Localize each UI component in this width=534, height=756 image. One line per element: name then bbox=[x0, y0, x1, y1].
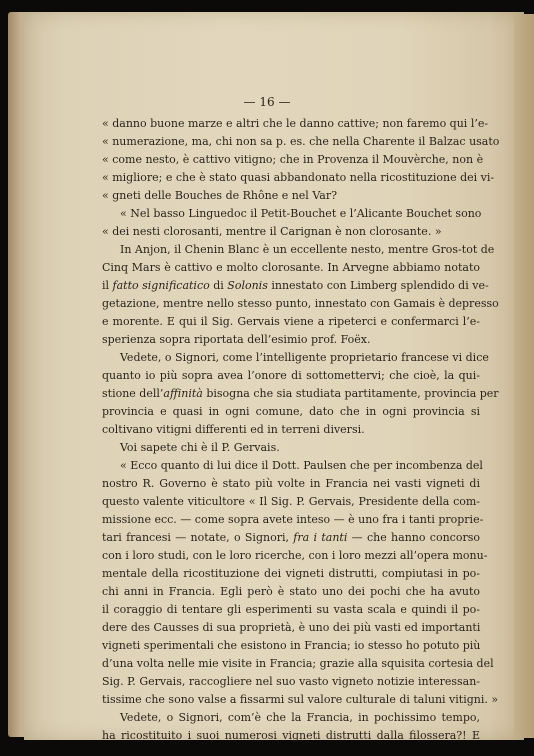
page-number: — 16 — bbox=[243, 95, 291, 109]
text-fragment: innestato con Limberg splendido di ve- bbox=[267, 279, 489, 292]
text-line: d’una volta nelle mie visite in Francia; grazie alla squisita cortesia del bbox=[102, 657, 494, 670]
text-line: missione ecc. — come sopra avete inteso — è uno fra i tanti proprie- bbox=[102, 513, 484, 526]
text-line: questo valente viticultore « Il Sig. P. Gervais, Presidente della com- bbox=[102, 495, 480, 508]
italic-phrase: fatto significatico bbox=[112, 279, 210, 292]
italic-phrase: Solonis bbox=[227, 279, 268, 292]
text-line: « Nel basso Linguedoc il Petit-Bouchet e l’Alicante Bouchet sono bbox=[120, 207, 482, 220]
text-line: Vedete, o Signori, come l’intelligente proprietario francese vi dice bbox=[120, 351, 489, 364]
text-line: « Ecco quanto di lui dice il Dott. Paulsen che per incombenza del bbox=[120, 459, 483, 472]
text-fragment: di bbox=[209, 279, 228, 292]
text-line: vigneti sperimentali che esistono in Francia; io stesso ho potuto più bbox=[102, 639, 481, 652]
text-line: Voi sapete chi è il P. Gervais. bbox=[120, 441, 280, 454]
text-line: provincia e quasi in ogni comune, dato che in ogni provincia si bbox=[102, 405, 480, 418]
text-line: « gneti delle Bouches de Rhône e nel Var? bbox=[102, 189, 337, 202]
text-fragment: il bbox=[102, 279, 113, 292]
text-line: In Anjon, il Chenin Blanc è un eccellente nesto, mentre Gros-tot de bbox=[120, 243, 495, 256]
text-fragment: bisogna che sia studiata partitamente, provincia per bbox=[202, 387, 499, 400]
text-line: coltivano vitigni differenti ed in terreni diversi. bbox=[102, 423, 365, 436]
text-fragment: stione dell’ bbox=[102, 387, 164, 400]
text-line: quanto io più sopra avea l’onore di sottomettervi; che cioè, la qui- bbox=[102, 369, 480, 382]
italic-phrase: fra i tanti bbox=[293, 531, 348, 544]
text-line bbox=[102, 529, 480, 547]
text-line: dere des Causses di sua proprietà, è uno dei più vasti ed importanti bbox=[102, 621, 481, 634]
text-fragment: — che hanno concorso bbox=[347, 531, 480, 544]
text-line: e morente. E qui il Sig. Gervais viene a ripeterci e confermarci l’e- bbox=[102, 315, 480, 328]
text-line: « come nesto, è cattivo vitigno; che in Provenza il Mouvèrche, non è bbox=[102, 153, 484, 166]
body-text bbox=[102, 115, 500, 745]
text-line bbox=[102, 277, 489, 295]
italic-phrase: affinità bbox=[163, 387, 203, 400]
text-line: tissime che sono valse a fissarmi sul valore culturale di taluni vitigni. » bbox=[102, 693, 499, 706]
text-line: mentale della ricostituzione dei vigneti distrutti, compiutasi in po- bbox=[102, 567, 480, 580]
text-line: « danno buone marze e altri che le danno cattive; non faremo qui l’e- bbox=[102, 117, 489, 130]
text-line bbox=[102, 385, 499, 403]
text-line: « migliore; e che è stato quasi abbandonato nella ricostituzione dei vi- bbox=[102, 171, 495, 184]
text-line: « dei nesti clorosanti, mentre il Carignan è non clorosante. » bbox=[102, 225, 442, 238]
text-line: « numerazione, ma, chi non sa p. es. che nella Charente il Balzac usato bbox=[102, 135, 500, 148]
text-line: con i loro studi, con le loro ricerche, con i loro mezzi all’opera monu- bbox=[102, 549, 488, 562]
right-page-edge bbox=[514, 14, 534, 738]
text-line: chi anni in Francia. Egli però è stato uno dei pochi che ha avuto bbox=[102, 585, 480, 598]
text-line: ha ricostituito i suoi numerosi vigneti distrutti dalla filossera?! E bbox=[102, 729, 480, 742]
text-line: sperienza sopra riportata dell’esimio prof. Foëx. bbox=[102, 333, 371, 346]
text-line: Vedete, o Signori, com’è che la Francia, in pochissimo tempo, bbox=[120, 711, 480, 724]
text-line: il coraggio di tentare gli esperimenti su vasta scala e quindi il po- bbox=[102, 603, 480, 616]
text-fragment: tari francesi — notate, o Signori, bbox=[102, 531, 294, 544]
text-line: nostro R. Governo è stato più volte in Francia nei vasti vigneti di bbox=[102, 477, 480, 490]
text-line: Sig. P. Gervais, raccogliere nel suo vasto vigneto notizie interessan- bbox=[102, 675, 480, 688]
text-line: getazione, mentre nello stesso punto, innestato con Gamais è depresso bbox=[102, 297, 499, 310]
text-line: Cinq Mars è cattivo e molto clorosante. In Arvegne abbiamo notato bbox=[102, 261, 480, 274]
